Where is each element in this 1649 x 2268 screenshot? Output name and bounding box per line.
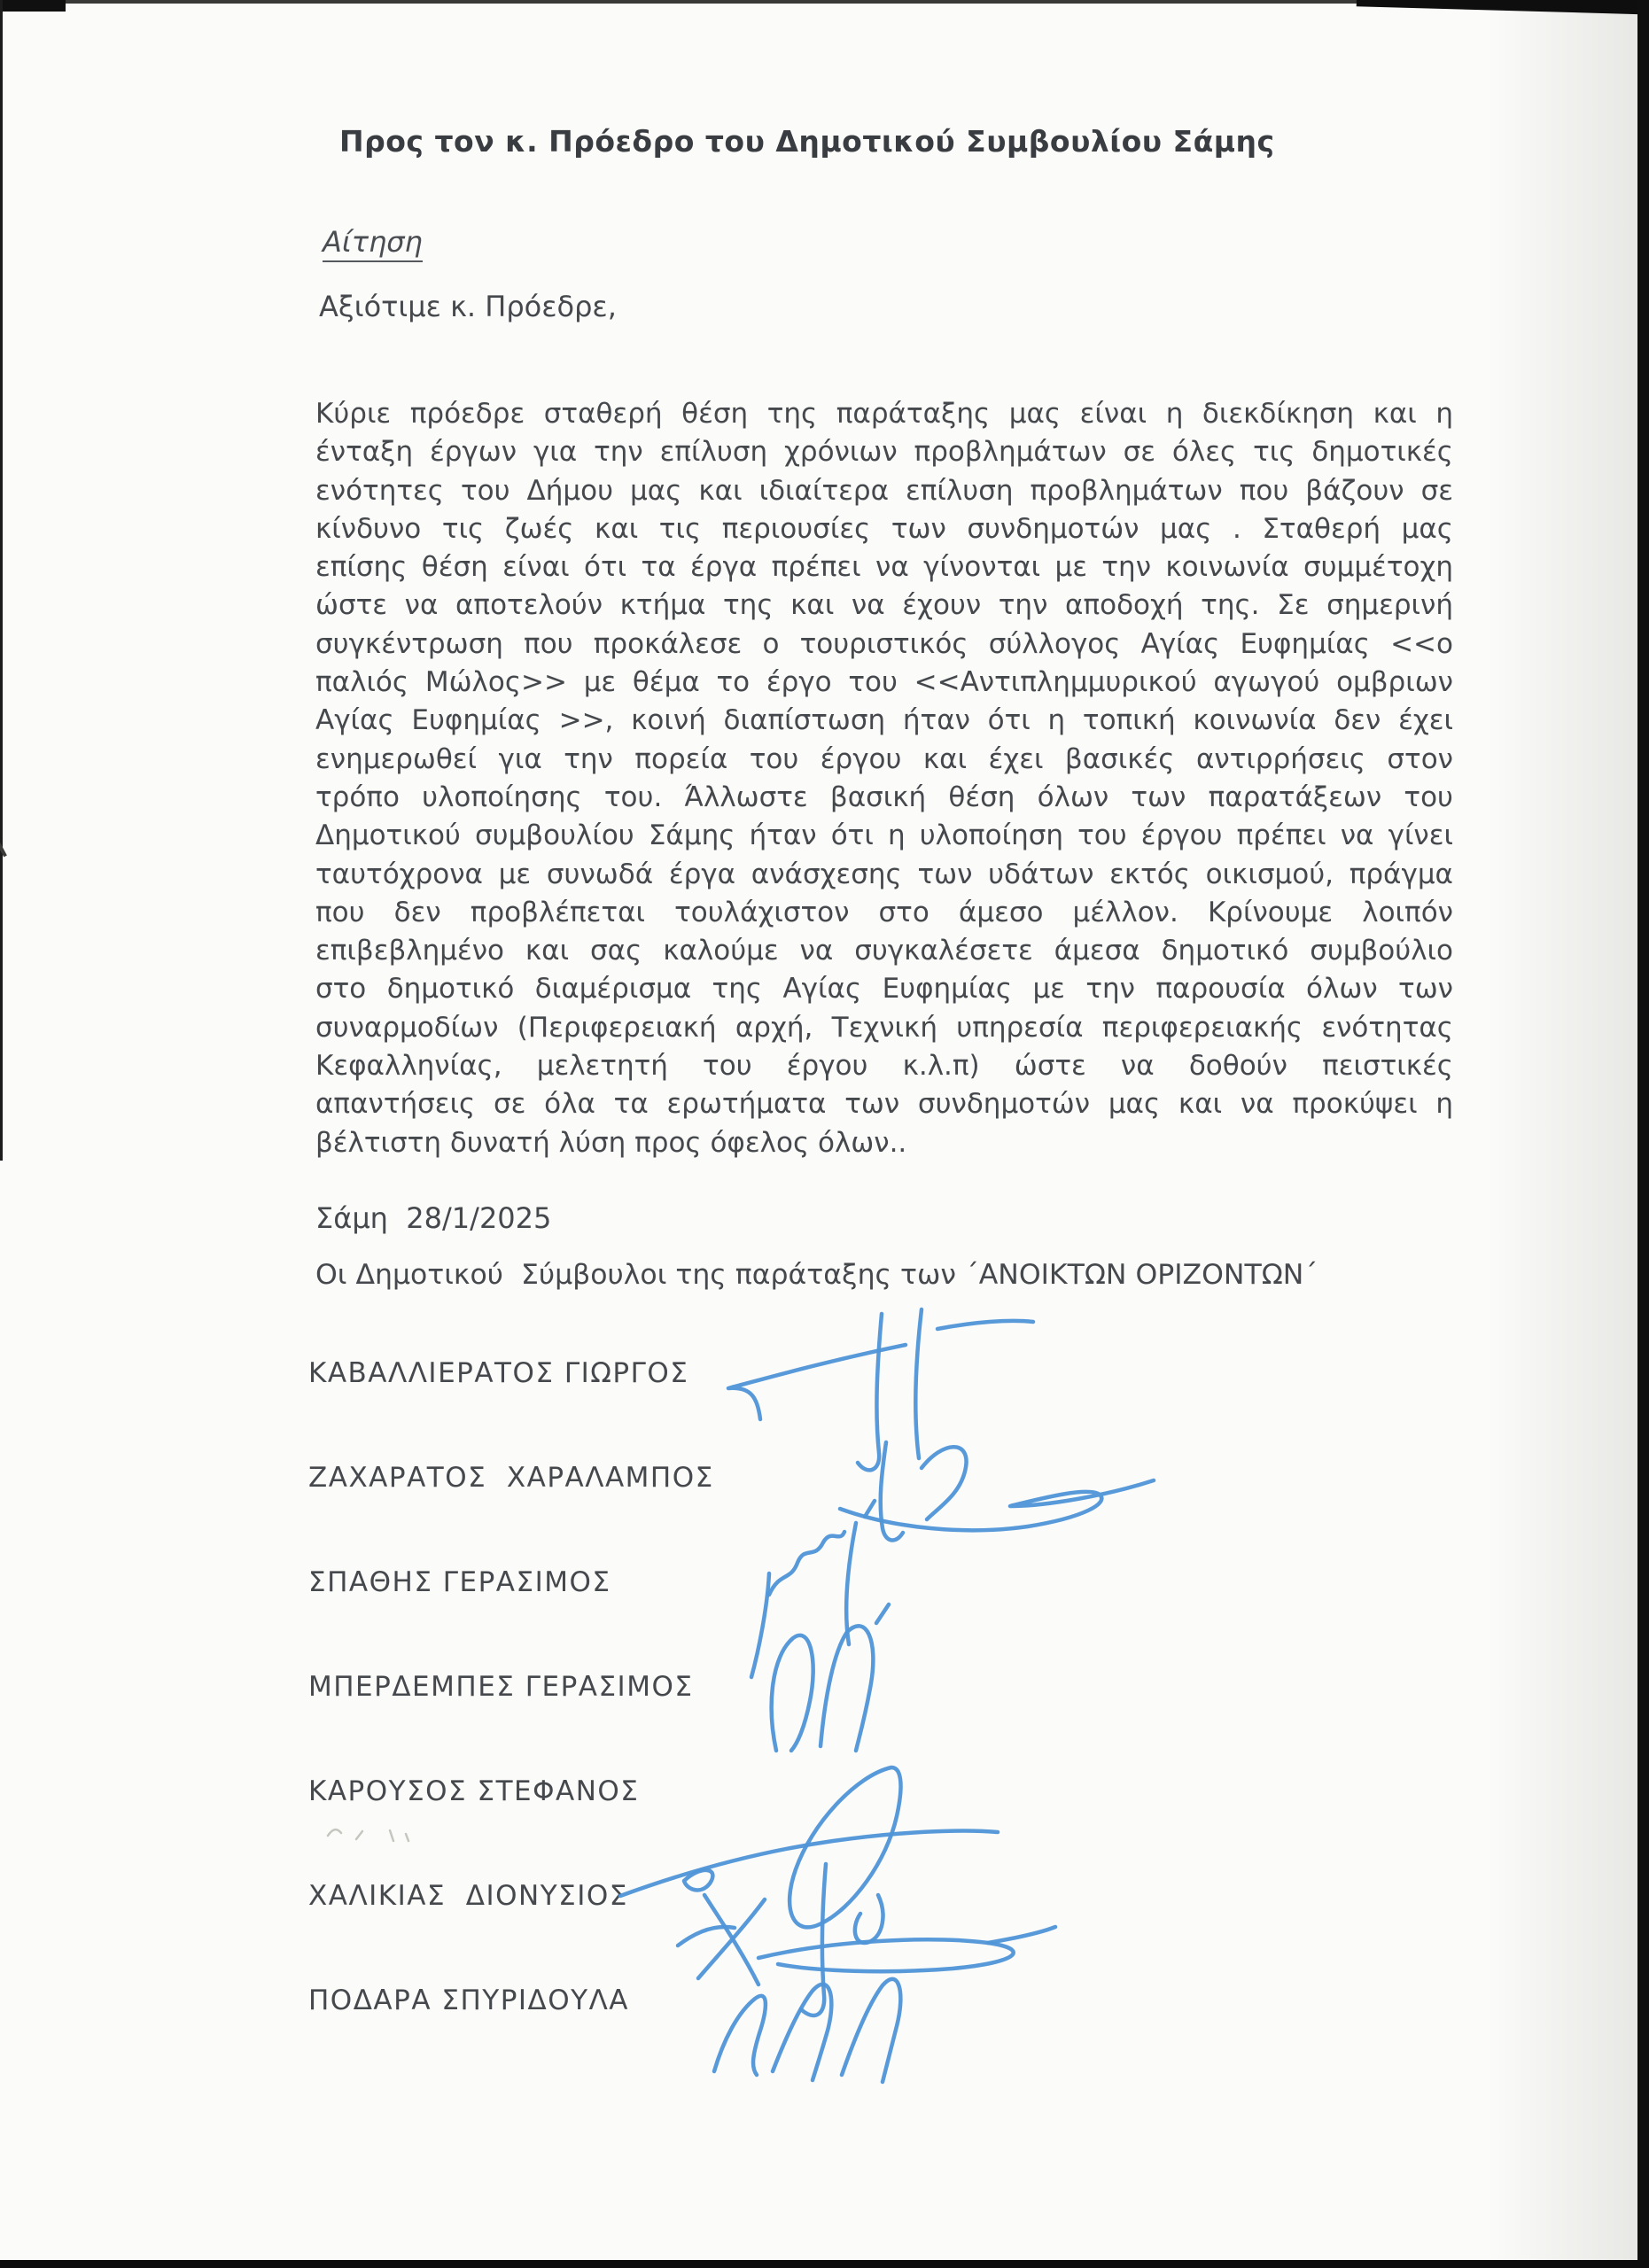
signature-chalikias	[678, 1864, 1055, 2016]
signature-kavallieratos	[728, 1309, 1033, 1470]
subject-label: Αίτηση	[323, 225, 423, 262]
signatory-name-zacharatos: ΖΑΧΑΡΑΤΟΣ ΧΑΡΑΛΑΜΠΟΣ	[308, 1462, 714, 1494]
signatory-name-spathis: ΣΠΑΘΗΣ ΓΕΡΑΣΙΜΟΣ	[308, 1566, 611, 1598]
signature-karousos	[620, 1767, 998, 1943]
scan-artifact-right-edge-bar	[1637, 0, 1649, 2268]
body-line: που δεν προβλέπεται τουλάχιστον στο άμεσο μέλλον. Κρίνουμε λοιπόν	[315, 896, 1453, 928]
document-title: Προς τον κ. Πρόεδρο του Δημοτικού Συμβουλίου Σάμης	[339, 124, 1275, 159]
body-line: Αγίας Ευφημίας >>, κοινή διαπίστωση ήταν ότι η τοπική κοινωνία δεν έχει	[315, 704, 1453, 737]
body-line: βέλτιστη δυνατή λύση προς όφελος όλων..	[315, 1126, 907, 1159]
signature-zacharatos	[840, 1442, 1154, 1541]
scan-artifact-left-edge-line	[0, 0, 3, 1161]
signatory-name-kavallieratos: ΚΑΒΑΛΛΙΕΡΑΤΟΣ ΓΙΩΡΓΟΣ	[308, 1357, 689, 1389]
body-line: κίνδυνο τις ζωές και τις περιουσίες των συνδημοτών μας . Σταθερή μας	[315, 512, 1453, 545]
body-line: απαντήσεις σε όλα τα ερωτήματα των συνδημοτών μας και να προκύψει η	[315, 1088, 1453, 1121]
body-line: ενημερωθεί για την πορεία του έργου και έχει βασικές αντιρρήσεις στον	[315, 742, 1453, 775]
pencil-scuff-marks	[328, 1829, 408, 1841]
signatory-name-karousos: ΚΑΡΟΥΣΟΣ ΣΤΕΦΑΝΟΣ	[308, 1775, 640, 1807]
signatory-name-mperdempes: ΜΠΕΡΔΕΜΠΕΣ ΓΕΡΑΣΙΜΟΣ	[308, 1671, 694, 1703]
body-line: Κύριε πρόεδρε σταθερή θέση της παράταξης μας είναι η διεκδίκηση και η	[315, 398, 1453, 430]
signatories-intro: Οι Δημοτικού Σύμβουλοι της παράταξης των ΄ΑΝΟΙΚΤΩΝ ΟΡΙΖΟΝΤΩΝ΄	[315, 1259, 1318, 1291]
body-line: Δημοτικού συμβουλίου Σάμης ήταν ότι η υλοποίηση του έργου πρέπει να γίνει	[315, 819, 1453, 852]
body-line: συγκέντρωση που προκάλεσε ο τουριστικός σύλλογος Αγίας Ευφημίας <<ο	[315, 627, 1453, 660]
body-line: επιβεβλημένο και σας καλούμε να συγκαλέσετε άμεσα δημοτικό συμβούλιο	[315, 935, 1453, 967]
signature-spathis	[751, 1501, 875, 1677]
body-line: ενότητες του Δήμου μας και ιδιαίτερα επίλυση προβλημάτων που βάζουν σε	[315, 474, 1453, 507]
signatory-name-chalikias: ΧΑΛΙΚΙΑΣ ΔΙΟΝΥΣΙΟΣ	[308, 1880, 628, 1912]
body-line: συναρμοδίων (Περιφερειακή αρχή, Τεχνική υπηρεσία περιφερειακής ενότητας	[315, 1011, 1453, 1044]
signatory-name-podara: ΠΟΔΑΡΑ ΣΠΥΡΙΔΟΥΛΑ	[308, 1984, 630, 2016]
scan-artifact-top-left-bar	[0, 0, 66, 12]
scan-artifact-right-shadow	[1487, 0, 1637, 2268]
signature-mperdempes	[772, 1604, 889, 1751]
salutation: Αξιότιμε κ. Πρόεδρε,	[319, 290, 617, 323]
body-line: ένταξη έργων για την επίλυση χρόνιων προβλημάτων σε όλες τις δημοτικές	[315, 436, 1453, 469]
body-line: στο δημοτικό διαμέρισμα της Αγίας Ευφημίας με την παρουσία όλων των	[315, 973, 1453, 1006]
scan-artifact-bottom-edge-bar	[0, 2260, 1649, 2268]
signature-podara	[714, 1979, 900, 2082]
dateline: Σάμη 28/1/2025	[315, 1201, 552, 1235]
body-line: ταυτόχρονα με συνωδά έργα ανάσχεσης των υδάτων εκτός οικισμού, πράγμα	[315, 858, 1453, 890]
body-line: ώστε να αποτελούν κτήμα της και να έχουν την αποδοχή της. Σε σημερινή	[315, 589, 1453, 622]
body-line: παλιός Μώλος>> με θέμα το έργο του <<Αντιπλημμυρικού αγωγού ομβριων	[315, 666, 1453, 699]
body-paragraph	[315, 395, 1453, 1162]
body-line: επίσης θέση είναι ότι τα έργα πρέπει να γίνονται με την κοινωνία συμμέτοχη	[315, 551, 1453, 584]
body-line: τρόπο υλοποίησης του. Άλλωστε βασική θέση όλων των παρατάξεων του	[315, 781, 1453, 813]
body-line: Κεφαλληνίας, μελετητή του έργου κ.λ.π) ώστε να δοθούν πειστικές	[315, 1050, 1453, 1083]
